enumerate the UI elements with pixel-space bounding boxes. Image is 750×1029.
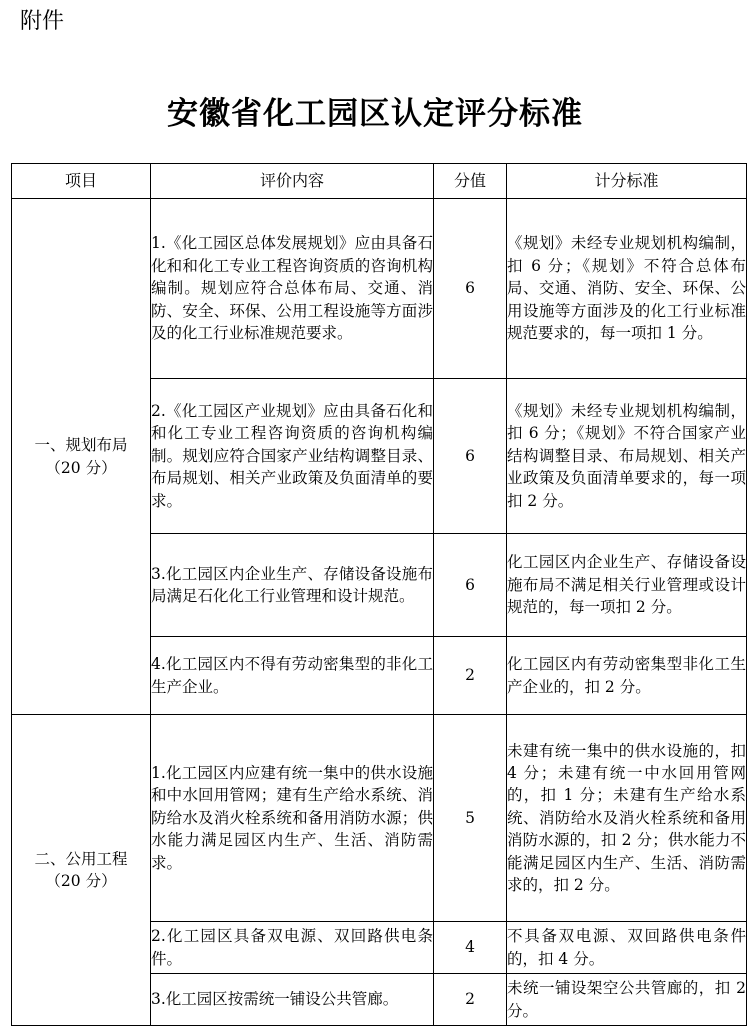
score-value: 6 bbox=[434, 199, 507, 379]
criteria-content: 3.化工园区按需统一铺设公共管廊。 bbox=[151, 974, 434, 1026]
category-points: （20 分） bbox=[45, 458, 117, 477]
header-score: 分值 bbox=[434, 164, 507, 199]
criteria-content: 2.化工园区具备双电源、双回路供电条件。 bbox=[151, 922, 434, 974]
scoring-standard: 《规划》未经专业规划机构编制，扣 6 分；《规划》不符合总体布局、交通、消防、安全、环保、公用设施等方面涉及的化工行业标准规范要求的，每一项扣 1 分。 bbox=[507, 199, 747, 379]
category-name: 二、公用工程 bbox=[34, 849, 128, 868]
score-value: 4 bbox=[434, 922, 507, 974]
criteria-content: 4.化工园区内不得有劳动密集型的非化工生产企业。 bbox=[151, 637, 434, 715]
scoring-standard: 化工园区内有劳动密集型非化工生产企业的，扣 2 分。 bbox=[507, 637, 747, 715]
category-name: 一、规划布局 bbox=[34, 436, 128, 455]
table-row bbox=[12, 715, 747, 922]
header-standard: 计分标准 bbox=[507, 164, 747, 199]
score-value: 2 bbox=[434, 974, 507, 1026]
header-item: 项目 bbox=[12, 164, 151, 199]
score-value: 2 bbox=[434, 637, 507, 715]
criteria-content: 1.《化工园区总体发展规划》应由具备石化和和化工专业工程咨询资质的咨询机构编制。规划应符合总体布局、交通、消防、安全、环保、公用工程设施等方面涉及的化工行业标准规范要求。 bbox=[151, 199, 434, 379]
score-value: 5 bbox=[434, 715, 507, 922]
scoring-standard: 未建有统一集中的供水设施的，扣 4 分；未建有统一中水回用管网的，扣 1 分；未建有生产给水系统、消防给水及消火栓系统和备用消防水源的，扣 2 分；供水能力不能满足园区内生产、生活、消防需求的，扣 2 分。 bbox=[507, 715, 747, 922]
category-cell bbox=[12, 715, 151, 1026]
document-title: 安徽省化工园区认定评分标准 bbox=[167, 96, 583, 132]
score-value: 6 bbox=[434, 379, 507, 534]
score-value: 6 bbox=[434, 534, 507, 637]
scoring-table bbox=[11, 163, 747, 1026]
scoring-standard: 《规划》未经专业规划机构编制，扣 6 分；《规划》不符合国家产业结构调整目录、布局规划、相关产业政策及负面清单要求的，每一项扣 2 分。 bbox=[507, 379, 747, 534]
scoring-standard: 未统一铺设架空公共管廊的，扣 2 分。 bbox=[507, 974, 747, 1026]
table-row bbox=[12, 199, 747, 379]
table-header-row bbox=[12, 164, 747, 199]
scoring-standard: 化工园区内企业生产、存储设备设施布局不满足相关行业管理或设计规范的，每一项扣 2 分。 bbox=[507, 534, 747, 637]
attachment-label: 附件 bbox=[20, 9, 65, 34]
category-cell bbox=[12, 199, 151, 715]
scoring-standard: 不具备双电源、双回路供电条件的，扣 4 分。 bbox=[507, 922, 747, 974]
category-points: （20 分） bbox=[45, 872, 117, 890]
criteria-content: 2.《化工园区产业规划》应由具备石化和和化工专业工程咨询资质的咨询机构编制。规划应符合国家产业结构调整目录、布局规划、相关产业政策及负面清单的要求。 bbox=[151, 379, 434, 534]
criteria-content: 1.化工园区内应建有统一集中的供水设施和中水回用管网；建有生产给水系统、消防给水及消火栓系统和备用消防水源；供水能力满足园区内生产、生活、消防需求。 bbox=[151, 715, 434, 922]
criteria-content: 3.化工园区内企业生产、存储设备设施布局满足石化化工行业管理和设计规范。 bbox=[151, 534, 434, 637]
header-content: 评价内容 bbox=[151, 164, 434, 199]
